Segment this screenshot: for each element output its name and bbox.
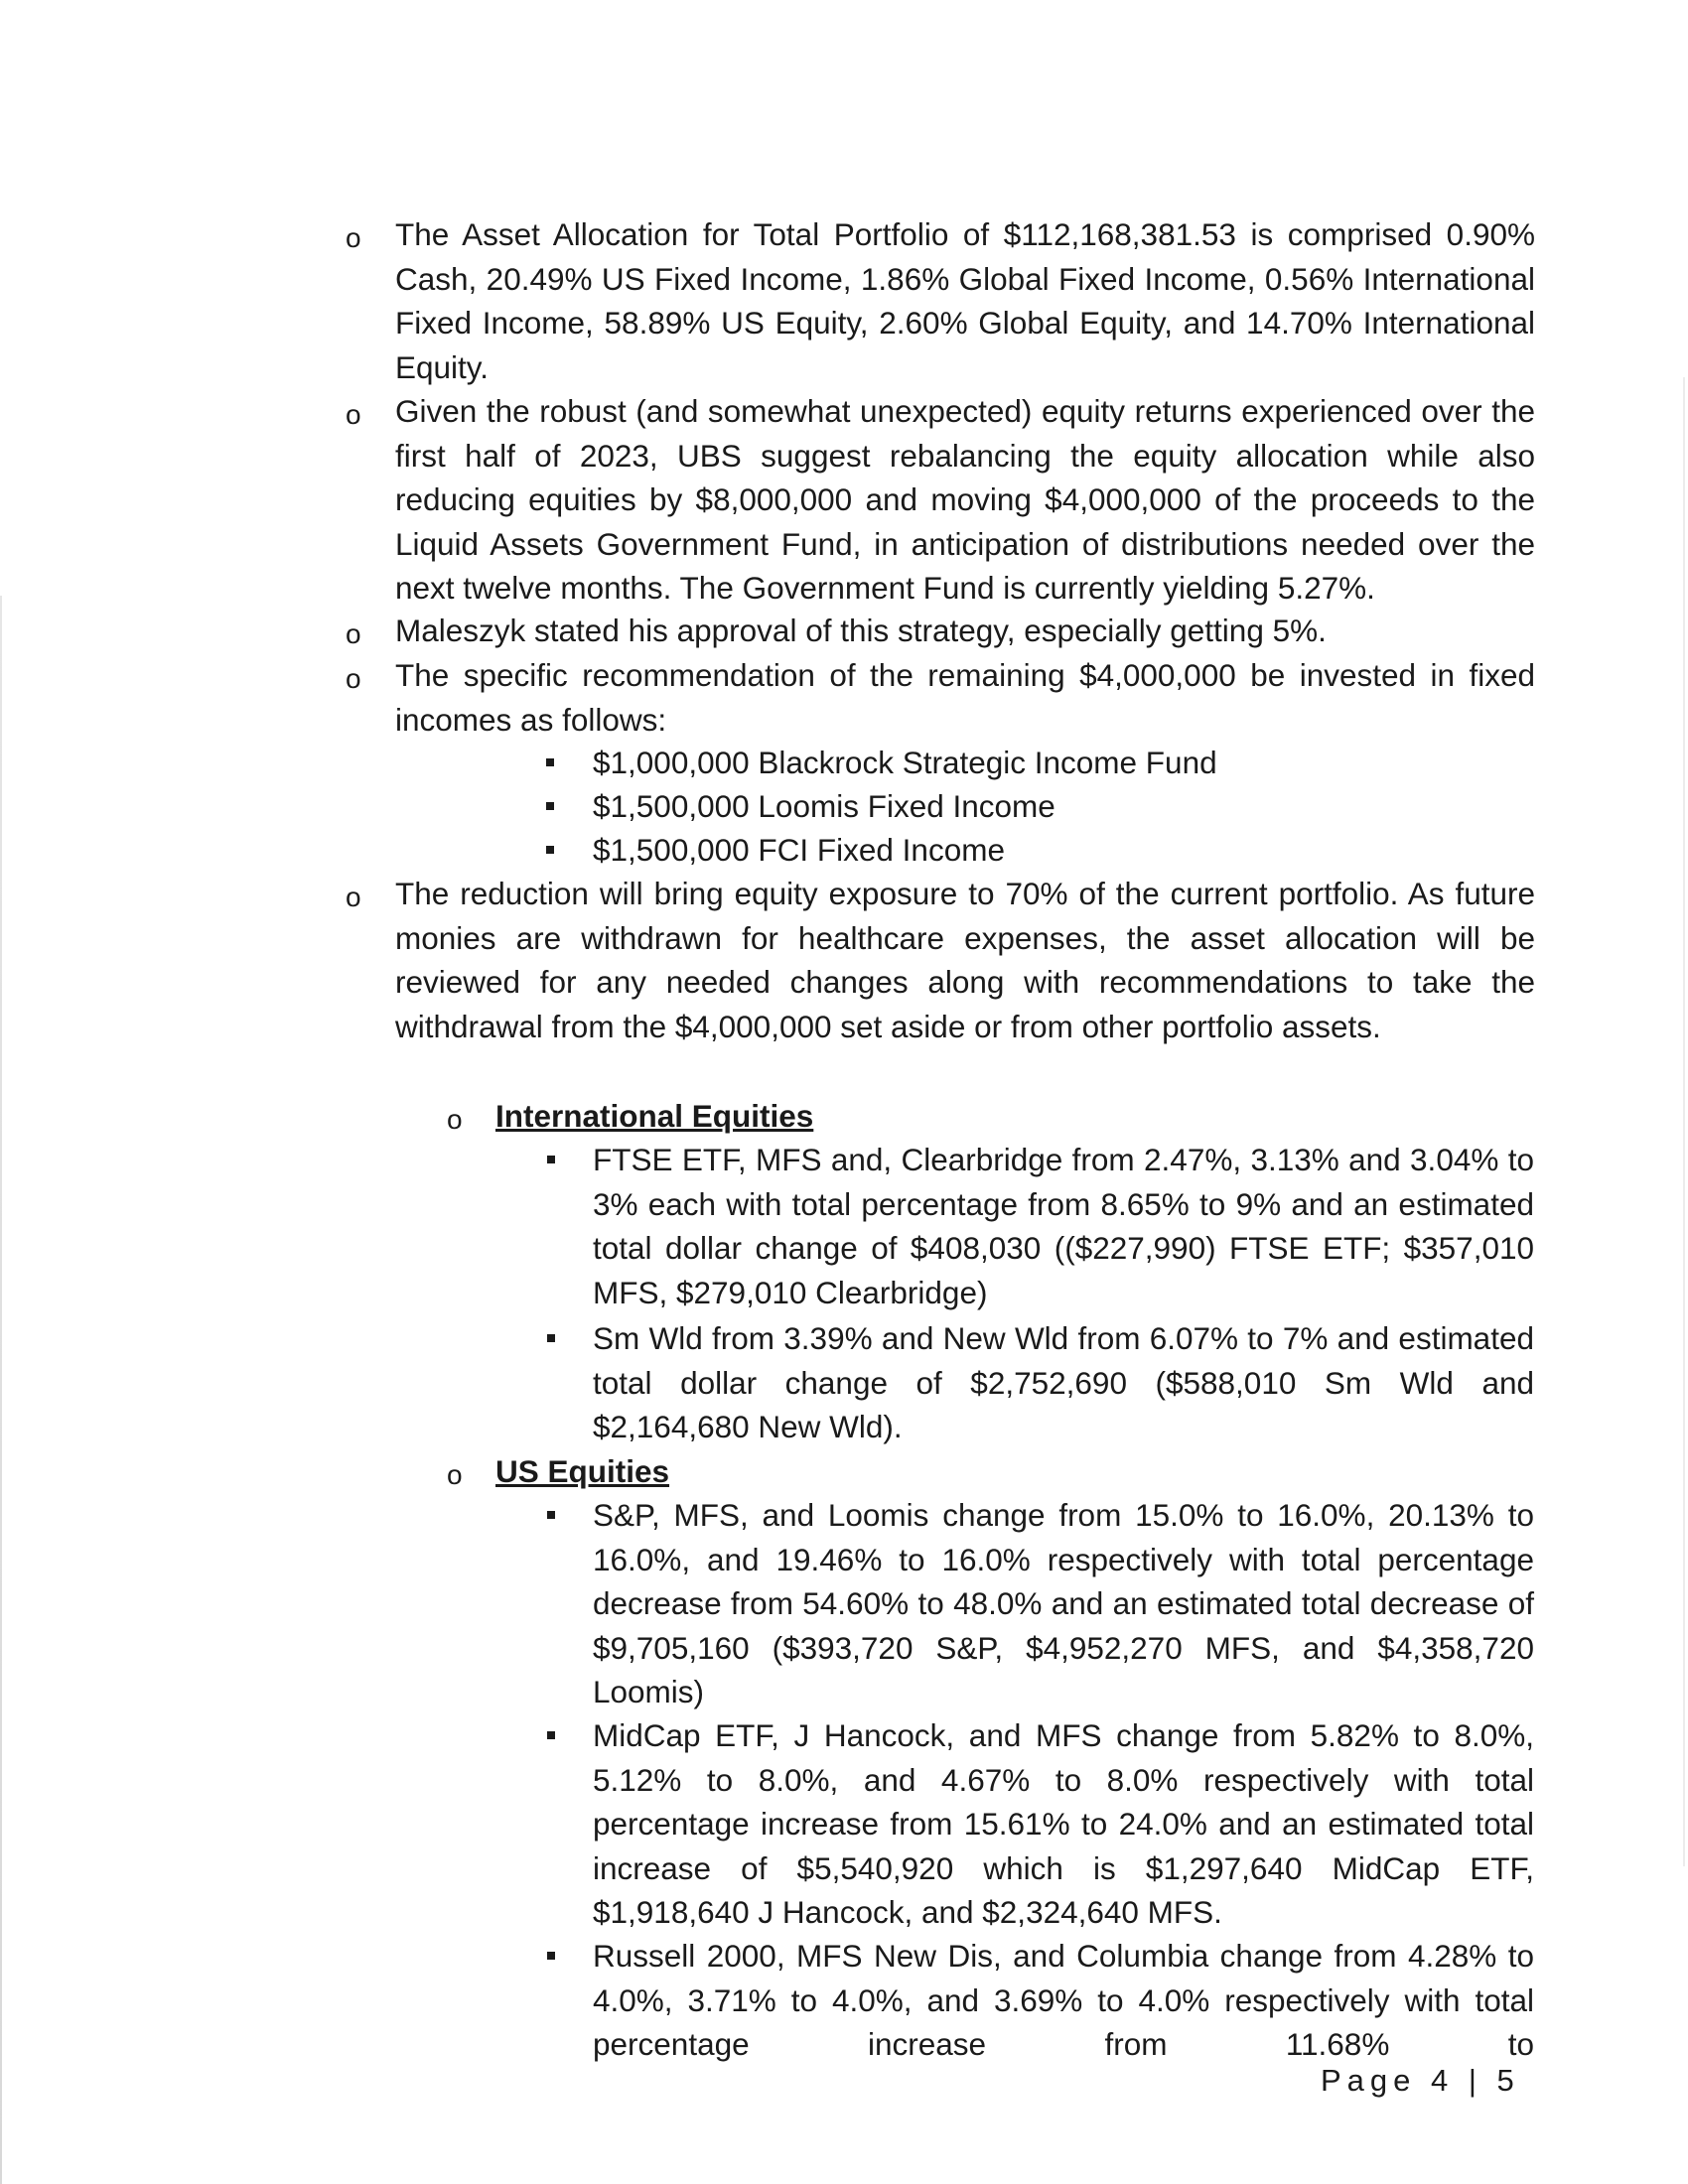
asset-allocation-paragraph: The Asset Allocation for Total Portfolio of $112,168,381.53 is comprised 0.90% Cash, 20.49% US Fixed Income, 1.86% Global Fixed Income, 0.56% International Fixed Income, 58.89% US Equity, 2.60% Global Equity, and 14.70% International Equity. [395,216,1535,385]
square-bullet [547,1334,555,1342]
us-equities-item: Russell 2000, MFS New Dis, and Columbia change from 4.28% to 4.0%, 3.71% to 4.0%, and 3.69% to 4.0% respectively with total percentage increase from 11.68% to [593,1938,1534,2062]
bullet-marker: o [346,618,361,649]
bullet-marker: o [346,399,361,430]
square-bullet [547,1731,555,1739]
international-item: FTSE ETF, MFS and, Clearbridge from 2.47%, 3.13% and 3.04% to 3% each with total percentage from 8.65% to 9% and an estimated total dollar change of $408,030 (($227,990) FTSE ETF; $357,010 MFS, $279,010 Clearbridge) [593,1142,1534,1310]
square-bullet [547,1511,555,1519]
bullet-marker: o [346,882,361,912]
square-bullet [546,846,554,854]
rebalancing-paragraph: Given the robust (and somewhat unexpected) equity returns experienced over the first half of 2023, UBS suggest rebalancing the equity allocation while also reducing equities by $8,000,000 and moving $4,000,000 of the proceeds to the Liquid Assets Government Fund, in anticipation of distributions needed over the next twelve months. The Government Fund is currently yielding 5.27%. [395,393,1535,606]
bullet-marker: o [346,222,361,253]
international-equities-heading: International Equities [495,1098,814,1134]
us-equities-item: S&P, MFS, and Loomis change from 15.0% to 16.0%, 20.13% to 16.0%, and 19.46% to 16.0% respectively with total percentage decrease from 54.60% to 48.0% and an estimated total decrease of $9,705,160 ($393,720 S&P, $4,952,270 MFS, and $4,358,720 Loomis) [593,1497,1534,1709]
square-bullet [547,1952,555,1960]
square-bullet [546,758,554,766]
square-bullet [547,1156,555,1163]
fixed-income-item: $1,500,000 FCI Fixed Income [593,832,1005,868]
fixed-income-item: $1,500,000 Loomis Fixed Income [593,788,1055,824]
page-number: Page 4 | 5 [1321,2063,1520,2098]
bullet-marker: o [447,1104,463,1135]
scan-edge-right [1683,377,1685,1866]
reduction-paragraph: The reduction will bring equity exposure to 70% of the current portfolio. As future monies are withdrawn for healthcare expenses, the asset allocation will be reviewed for any needed changes along with recommendations to take the withdrawal from the $4,000,000 set aside or from other portfolio assets. [395,876,1535,1044]
bullet-marker: o [447,1459,463,1490]
international-item: Sm Wld from 3.39% and New Wld from 6.07% to 7% and estimated total dollar change of $2,752,690 ($588,010 Sm Wld and $2,164,680 New Wld). [593,1320,1534,1444]
scan-edge [0,596,2,2184]
fixed-income-item: $1,000,000 Blackrock Strategic Income Fund [593,745,1217,780]
recommendation-paragraph: The specific recommendation of the remaining $4,000,000 be invested in fixed incomes as follows: [395,657,1535,738]
bullet-marker: o [346,663,361,694]
approval-paragraph: Maleszyk stated his approval of this strategy, especially getting 5%. [395,613,1327,648]
square-bullet [546,802,554,810]
us-equities-heading: US Equities [495,1453,670,1489]
us-equities-item: MidCap ETF, J Hancock, and MFS change from 5.82% to 8.0%, 5.12% to 8.0%, and 4.67% to 8.0% respectively with total percentage increase from 15.61% to 24.0% and an estimated total increase of $5,540,920 which is $1,297,640 MidCap ETF, $1,918,640 J Hancock, and $2,324,640 MFS. [593,1717,1534,1930]
